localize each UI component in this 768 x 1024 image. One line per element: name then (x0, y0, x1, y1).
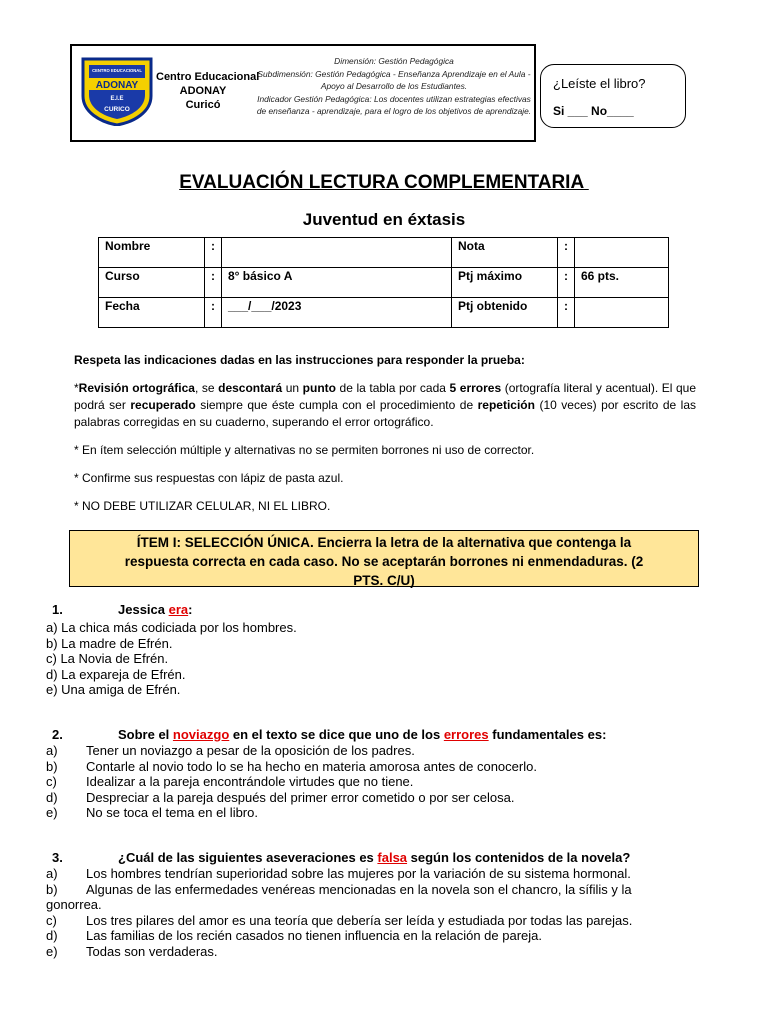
question-1 (52, 602, 192, 617)
colon-cell: : (205, 298, 222, 328)
libro-answer: Si ___ No____ (553, 104, 634, 118)
option-a[interactable] (46, 743, 537, 759)
colon-cell: : (558, 238, 575, 268)
option-text: No se toca el tema en el libro. (86, 805, 258, 820)
question-1-options (46, 620, 297, 698)
question-text: en el texto se dice que uno de los (229, 727, 444, 742)
dimension-line: de enseñanza - aprendizaje, para el logro de los objetivos de aprendizaje. (256, 106, 532, 117)
table-row (99, 298, 669, 328)
date-field[interactable]: ___/___/2023 (222, 298, 452, 328)
logo-name-text: ADONAY (95, 80, 139, 91)
text-fragment: un (282, 381, 303, 395)
question-number: 2. (52, 727, 63, 742)
libro-question: ¿Leíste el libro? (553, 76, 646, 91)
text-fragment: (ortografía literal y acentual). El que podrá ser (74, 381, 697, 412)
school-logo (80, 56, 154, 126)
item-heading-line: PTS. C/U) (353, 573, 415, 588)
text-fragment: descontará (218, 381, 283, 395)
question-3-options (46, 866, 632, 959)
option-c[interactable] (46, 774, 537, 790)
grade-field[interactable] (575, 238, 669, 268)
label-cell: Curso (99, 268, 205, 298)
text-fragment: * (74, 381, 79, 395)
option-text: Los tres pilares del amor es una teoría que debería ser leída y estudiada por todas las parejas. (86, 912, 633, 928)
question-number: 1. (52, 602, 63, 617)
max-score-value: 66 pts. (575, 268, 669, 298)
text-fragment: , se (194, 381, 219, 395)
table-row (99, 238, 669, 268)
text-fragment: Revisión ortográfica (78, 381, 195, 395)
question-text: según los contenidos de la novela? (407, 850, 631, 865)
label-cell: Nota (452, 238, 558, 268)
colon-cell: : (558, 298, 575, 328)
option-text: Los hombres tendrían superioridad sobre las mujeres por la variación de su sistema hormonal. (86, 866, 631, 881)
dimension-line: Subdimensión: Gestión Pedagógica - Enseñanza Aprendizaje en el Aula - (257, 68, 531, 79)
text-fragment: 5 errores (449, 381, 502, 395)
option-d[interactable] (46, 928, 632, 944)
school-line: ADONAY (179, 85, 227, 97)
option-letter: e) (46, 943, 58, 959)
option-letter: d) (46, 789, 58, 805)
option-letter: c) (46, 774, 57, 789)
option-letter: e) (46, 805, 58, 820)
highlight-word: falsa (377, 850, 408, 865)
option-b[interactable]: b) La madre de Efrén. (46, 635, 173, 651)
option-a[interactable]: a) La chica más codiciada por los hombres. (46, 620, 297, 635)
dimension-line: Indicador Gestión Pedagógica: Los docentes utilizan estrategias efectivas (257, 93, 531, 104)
label-cell: Nombre (99, 238, 205, 268)
option-c[interactable] (46, 913, 632, 929)
school-line: Centro Educacional (156, 71, 260, 83)
option-letter: a) (46, 866, 58, 881)
option-b[interactable] (46, 882, 632, 898)
table-row (99, 268, 669, 298)
question-text: Jessica (118, 602, 169, 617)
spelling-rule (74, 380, 696, 431)
text-fragment: siempre que éste cumpla con el procedimiento de (195, 398, 478, 412)
option-b[interactable] (46, 759, 537, 775)
option-a[interactable] (46, 866, 632, 882)
label-cell: Ptj obtenido (452, 298, 558, 328)
item-heading-line: respuesta correcta en cada caso. No se aceptarán borrones ni enmendaduras. (2 (124, 554, 644, 569)
book-title: Juventud en éxtasis (302, 210, 466, 229)
option-letter: c) (46, 912, 57, 928)
option-text: Todas son verdaderas. (86, 943, 218, 959)
item-heading-line: ÍTEM I: SELECCIÓN ÚNICA. Encierra la letra de la alternativa que contenga la (136, 535, 632, 550)
question-2-options (46, 743, 537, 821)
obtained-score-field[interactable] (575, 298, 669, 328)
instruction-note: * NO DEBE UTILIZAR CELULAR, NI EL LIBRO. (74, 499, 331, 513)
libro-box (540, 64, 686, 128)
highlight-word: era (168, 602, 189, 617)
text-fragment: (10 veces) por escrito de las palabras corregidas en su cuaderno, superando el error ortográfico. (74, 398, 696, 429)
label-cell: Ptj máximo (452, 268, 558, 298)
question-text: Sobre el (118, 727, 173, 742)
question-3 (52, 850, 630, 865)
instruction-note: * En ítem selección múltiple y alternativas no se permiten borrones ni uso de corrector. (74, 443, 535, 457)
option-e[interactable] (46, 944, 632, 960)
option-text: Tener un noviazgo a pesar de la oposición de los padres. (86, 743, 415, 758)
option-text: Algunas de las enfermedades venéreas mencionadas en la novela son el chancro, la sífilis y la (86, 881, 632, 897)
option-d[interactable]: d) La expareja de Efrén. (46, 666, 186, 682)
page-title: EVALUACIÓN LECTURA COMPLEMENTARIA (179, 172, 589, 193)
label-cell: Fecha (99, 298, 205, 328)
text-fragment: recuperado (130, 398, 196, 412)
course-value: 8° básico A (222, 268, 452, 298)
option-text: Despreciar a la pareja después del primer error cometido o por ser celosa. (86, 789, 515, 805)
option-text: Las familias de los recién casados no tienen influencia en la relación de pareja. (86, 928, 543, 943)
option-letter: b) (46, 881, 58, 897)
school-line: Curicó (185, 99, 221, 111)
colon-cell: : (558, 268, 575, 298)
logo-city-text: CURICO (104, 106, 130, 113)
highlight-word: noviazgo (172, 727, 230, 742)
option-b-continuation: gonorrea. (46, 897, 102, 912)
option-letter: d) (46, 928, 58, 943)
option-e[interactable]: e) Una amiga de Efrén. (46, 682, 181, 697)
instructions-intro: Respeta las indicaciones dadas en las instrucciones para responder la prueba: (74, 353, 525, 367)
option-text: Contarle al novio todo lo se ha hecho en materia amorosa antes de conocerlo. (86, 758, 537, 774)
colon-cell: : (205, 238, 222, 268)
logo-eie-text: E.I.E (110, 96, 124, 102)
text-fragment: repetición (477, 398, 535, 412)
item-heading-box (69, 530, 699, 587)
option-letter: a) (46, 743, 58, 758)
logo-top-text: CENTRO EDUCACIONAL (92, 68, 142, 73)
student-info-table (98, 237, 669, 328)
option-text: Idealizar a la pareja encontrándole virtudes que no tiene. (86, 774, 414, 789)
option-letter: b) (46, 758, 58, 774)
dimension-text (256, 55, 532, 118)
text-fragment: punto (302, 381, 336, 395)
question-text: : (188, 602, 193, 617)
dimension-line: Dimensión: Gestión Pedagógica (334, 56, 454, 66)
question-text: fundamentales es: (488, 727, 607, 742)
question-number: 3. (52, 850, 63, 865)
text-fragment: de la tabla por cada (335, 381, 450, 395)
school-name (156, 70, 260, 112)
dimension-line: Apoyo al Desarrollo de los Estudiantes. (320, 81, 468, 92)
option-e[interactable] (46, 805, 537, 821)
highlight-word: errores (443, 727, 489, 742)
name-field[interactable] (222, 238, 452, 268)
colon-cell: : (205, 268, 222, 298)
option-d[interactable] (46, 790, 537, 806)
question-2 (52, 727, 606, 742)
question-text: ¿Cuál de las siguientes aseveraciones es (118, 850, 378, 865)
option-c[interactable]: c) La Novia de Efrén. (46, 651, 169, 666)
instruction-note: * Confirme sus respuestas con lápiz de pasta azul. (74, 471, 344, 485)
